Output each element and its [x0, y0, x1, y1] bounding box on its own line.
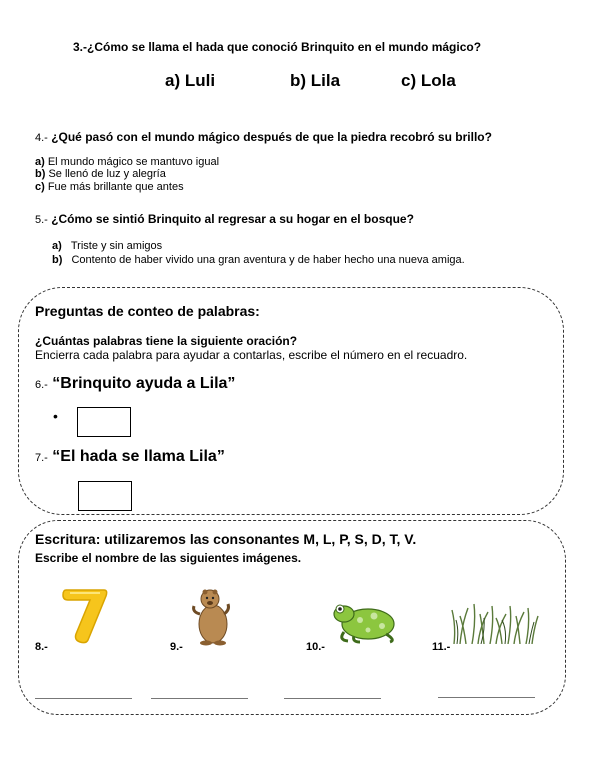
- q7-sentence: “El hada se llama Lila”: [52, 448, 225, 465]
- question-7: [35, 448, 225, 466]
- writing-subtitle: Escribe el nombre de las siguientes imágenes.: [35, 551, 302, 565]
- item-8-answer-line[interactable]: [35, 698, 132, 699]
- writing-title: Escritura: utilizaremos las consonantes M, L, P, S, D, T, V.: [35, 531, 417, 547]
- question-3: 3.-¿Cómo se llama el hada que conoció Brinquito en el mundo mágico?: [73, 40, 482, 54]
- item-11-label: 11.-: [432, 641, 451, 653]
- q4-option-c-letter: c): [35, 181, 45, 193]
- question-6: [35, 375, 235, 393]
- q4-number: 4.-: [35, 132, 48, 144]
- q6-answer-box[interactable]: [77, 407, 131, 437]
- q4-option-a[interactable]: [35, 156, 219, 168]
- q5-option-b[interactable]: [52, 254, 465, 266]
- bullet: •: [53, 408, 58, 424]
- q4-option-a-text: El mundo mágico se mantuvo igual: [44, 156, 220, 168]
- grass-image: [450, 600, 540, 644]
- q5-option-a-text: Triste y sin amigos: [70, 240, 163, 252]
- question-5: [35, 212, 414, 226]
- q5-option-b-letter: b): [52, 254, 63, 266]
- counting-subtitle: ¿Cuántas palabras tiene la siguiente oración?: [35, 334, 298, 348]
- q5-number: 5.-: [35, 214, 48, 226]
- q7-number: 7.-: [35, 452, 48, 464]
- q4-option-b[interactable]: [35, 168, 166, 180]
- item-9-label: 9.-: [170, 641, 183, 653]
- q6-sentence: “Brinquito ayuda a Lila”: [52, 375, 236, 392]
- item-11-answer-line[interactable]: [438, 697, 535, 698]
- q3-option-a[interactable]: a) Luli: [165, 71, 216, 90]
- q7-answer-box[interactable]: [78, 481, 132, 511]
- counting-instruction: Encierra cada palabra para ayudar a contarlas, escribe el número en el recuadro.: [35, 348, 468, 362]
- q5-option-a[interactable]: [52, 240, 162, 252]
- frog-image: [330, 600, 402, 644]
- q4-text: ¿Qué pasó con el mundo mágico después de que la piedra recobró su brillo?: [51, 130, 492, 144]
- beaver-image: [186, 584, 236, 646]
- q5-option-a-letter: a): [52, 240, 62, 252]
- q4-option-c-text: Fue más brillante que antes: [44, 181, 184, 193]
- counting-title: Preguntas de conteo de palabras:: [35, 303, 260, 319]
- item-10-answer-line[interactable]: [284, 698, 381, 699]
- q3-option-b[interactable]: b) Lila: [290, 71, 341, 90]
- q4-option-b-text: Se llenó de luz y alegría: [45, 168, 166, 180]
- q4-option-a-letter: a): [35, 156, 45, 168]
- number-seven-image: [60, 586, 110, 644]
- q6-number: 6.-: [35, 379, 48, 391]
- q5-text: ¿Cómo se sintió Brinquito al regresar a su hogar en el bosque?: [51, 212, 414, 226]
- item-8-label: 8.-: [35, 641, 48, 653]
- q3-option-c[interactable]: c) Lola: [401, 71, 456, 90]
- q4-option-c[interactable]: [35, 181, 184, 193]
- item-9-answer-line[interactable]: [151, 698, 248, 699]
- item-10-label: 10.-: [306, 641, 325, 653]
- question-4: [35, 130, 492, 144]
- q4-option-b-letter: b): [35, 168, 46, 180]
- q5-option-b-text: Contento de haber vivido una gran aventura y de haber hecho una nueva amiga.: [71, 254, 465, 266]
